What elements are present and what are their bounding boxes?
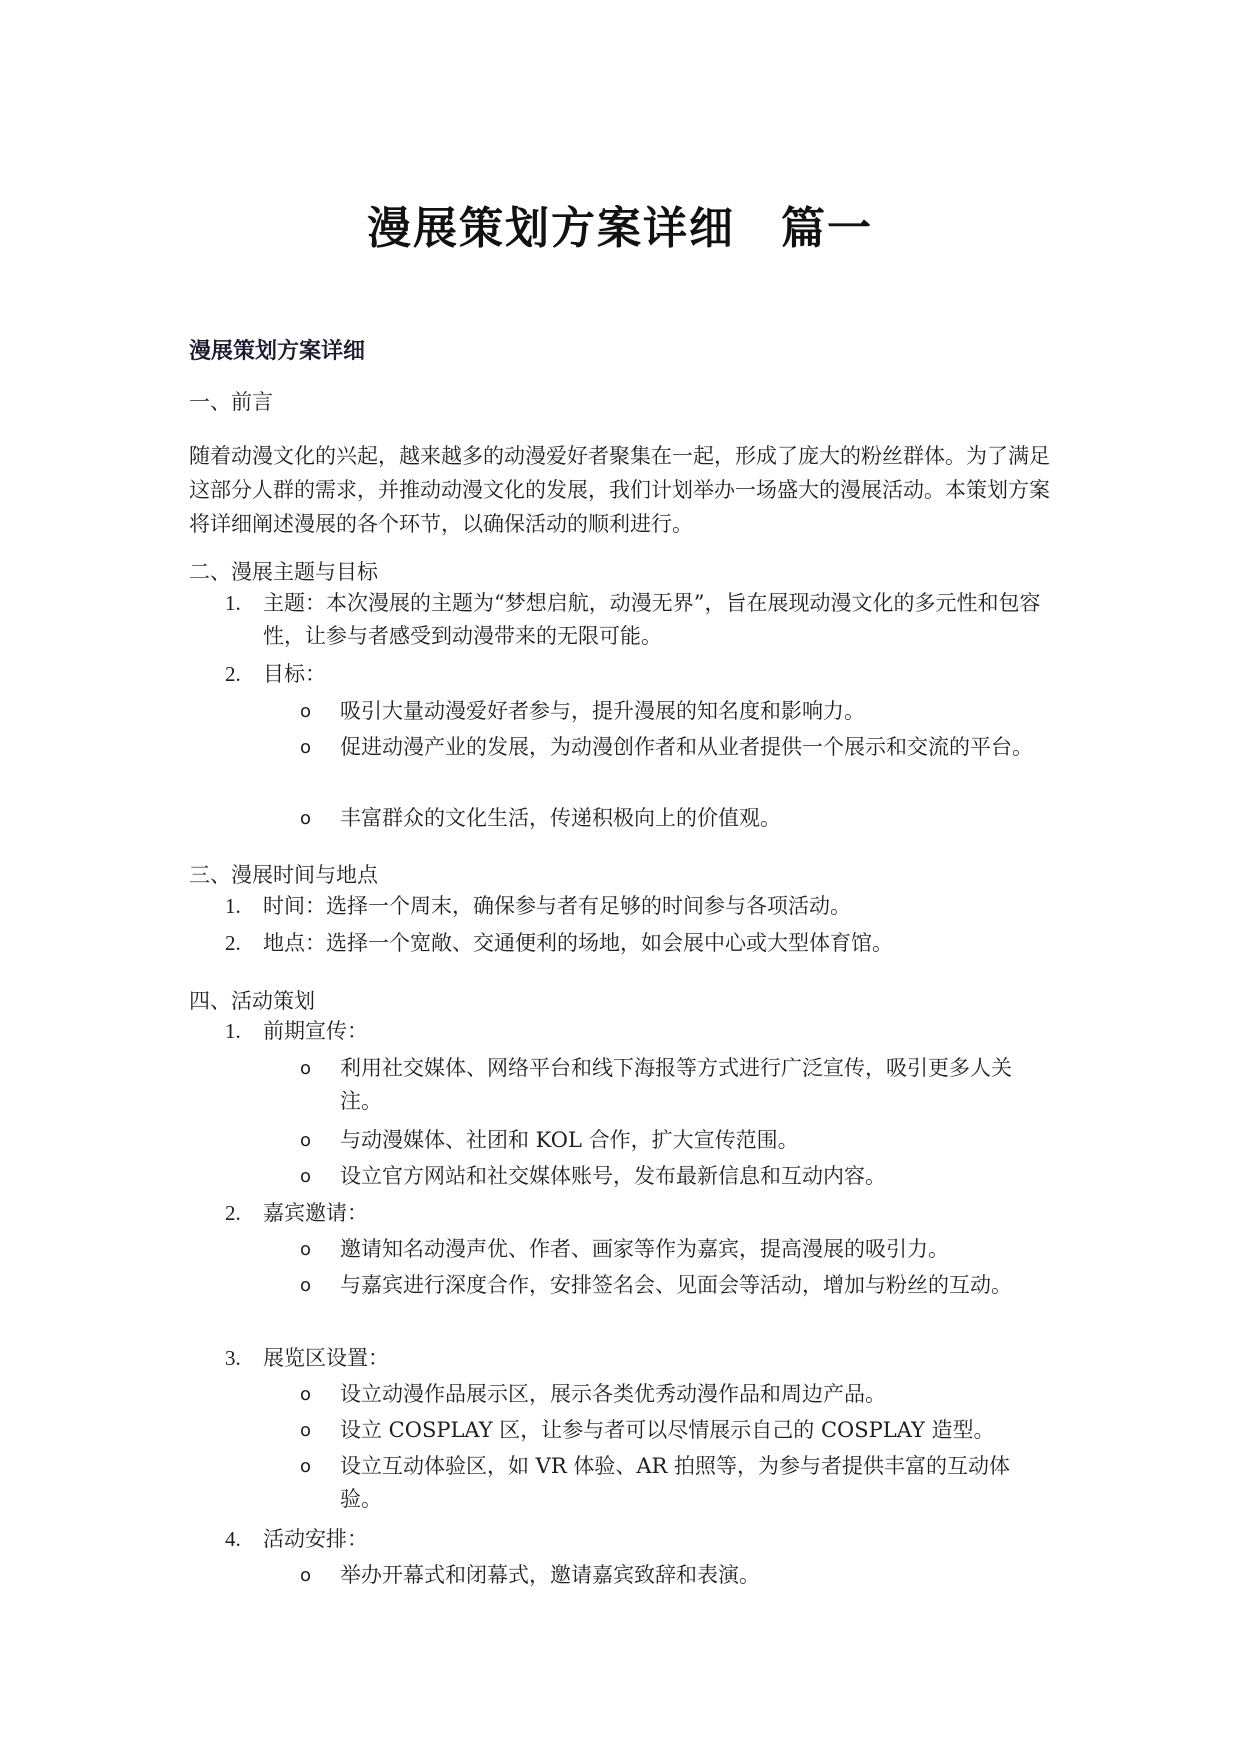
item-text: 目标： [263,662,326,686]
item-text: 前期宣传： [263,1019,368,1043]
item-text: 嘉宾邀请： [263,1201,368,1225]
bullet-circle-icon: o [300,737,312,758]
bullet-text: 与动漫媒体、社团和 KOL 合作，扩大宣传范围。 [340,1128,799,1152]
item-number: 2. [225,662,241,686]
item-number: 3. [225,1346,241,1370]
item-number: 4. [225,1527,241,1551]
item-number: 1. [225,1019,241,1043]
section-heading-2: 二、漫展主题与目标 [189,560,378,584]
bullet-circle-icon: o [300,1456,312,1477]
doc-subtitle: 漫展策划方案详细 [189,339,366,364]
item-text: 时间：选择一个周末，确保参与者有足够的时间参与各项活动。 [263,894,851,918]
page-title: 漫展策划方案详细 篇一 [367,203,873,254]
bullet-circle-icon: o [300,1384,312,1405]
bullet-circle-icon: o [300,701,312,722]
bullet-circle-icon: o [300,1275,312,1296]
bullet-circle-icon: o [300,808,312,829]
bullet-text: 与嘉宾进行深度合作，安排签名会、见面会等活动，增加与粉丝的互动。 [340,1273,1012,1297]
bullet-text: 利用社交媒体、网络平台和线下海报等方式进行广泛宣传，吸引更多人关注。 [340,1056,1012,1113]
item-text: 活动安排： [263,1527,368,1551]
bullet-circle-icon: o [300,1166,312,1187]
section-heading-3: 三、漫展时间与地点 [189,863,378,887]
item-number: 1. [225,894,241,918]
bullet-circle-icon: o [300,1239,312,1260]
bullet-text: 设立 COSPLAY 区，让参与者可以尽情展示自己的 COSPLAY 造型。 [340,1418,995,1442]
item-text: 展览区设置： [263,1346,389,1370]
bullet-circle-icon: o [300,1130,312,1151]
section-heading-1: 一、前言 [189,390,273,414]
item-number: 2. [225,931,241,955]
section-1-paragraph: 随着动漫文化的兴起，越来越多的动漫爱好者聚集在一起，形成了庞大的粉丝群体。为了满足这部分人群的需求，并推动动漫文化的发展，我们计划举办一场盛大的漫展活动。本策划方案将详细阐述漫展的各个环节，以确保活动的顺利进行。 [189,444,1050,536]
bullet-text: 促进动漫产业的发展，为动漫创作者和从业者提供一个展示和交流的平台。 [340,735,1033,759]
bullet-circle-icon: o [300,1058,312,1079]
bullet-text: 设立互动体验区，如 VR 体验、AR 拍照等，为参与者提供丰富的互动体验。 [340,1454,1010,1511]
bullet-text: 设立动漫作品展示区，展示各类优秀动漫作品和周边产品。 [340,1382,886,1406]
bullet-text: 丰富群众的文化生活，传递积极向上的价值观。 [340,806,781,830]
bullet-circle-icon: o [300,1565,312,1586]
item-text: 主题：本次漫展的主题为“梦想启航，动漫无界”，旨在展现动漫文化的多元性和包容性，让参与者感受到动漫带来的无限可能。 [263,591,1041,648]
item-text: 地点：选择一个宽敞、交通便利的场地，如会展中心或大型体育馆。 [263,931,893,955]
bullet-text: 吸引大量动漫爱好者参与，提升漫展的知名度和影响力。 [340,699,865,723]
bullet-text: 设立官方网站和社交媒体账号，发布最新信息和互动内容。 [340,1164,886,1188]
item-number: 1. [225,591,241,615]
bullet-circle-icon: o [300,1420,312,1441]
item-number: 2. [225,1201,241,1225]
bullet-text: 邀请知名动漫声优、作者、画家等作为嘉宾，提高漫展的吸引力。 [340,1237,949,1261]
section-heading-4: 四、活动策划 [189,989,315,1013]
bullet-text: 举办开幕式和闭幕式，邀请嘉宾致辞和表演。 [340,1563,760,1587]
